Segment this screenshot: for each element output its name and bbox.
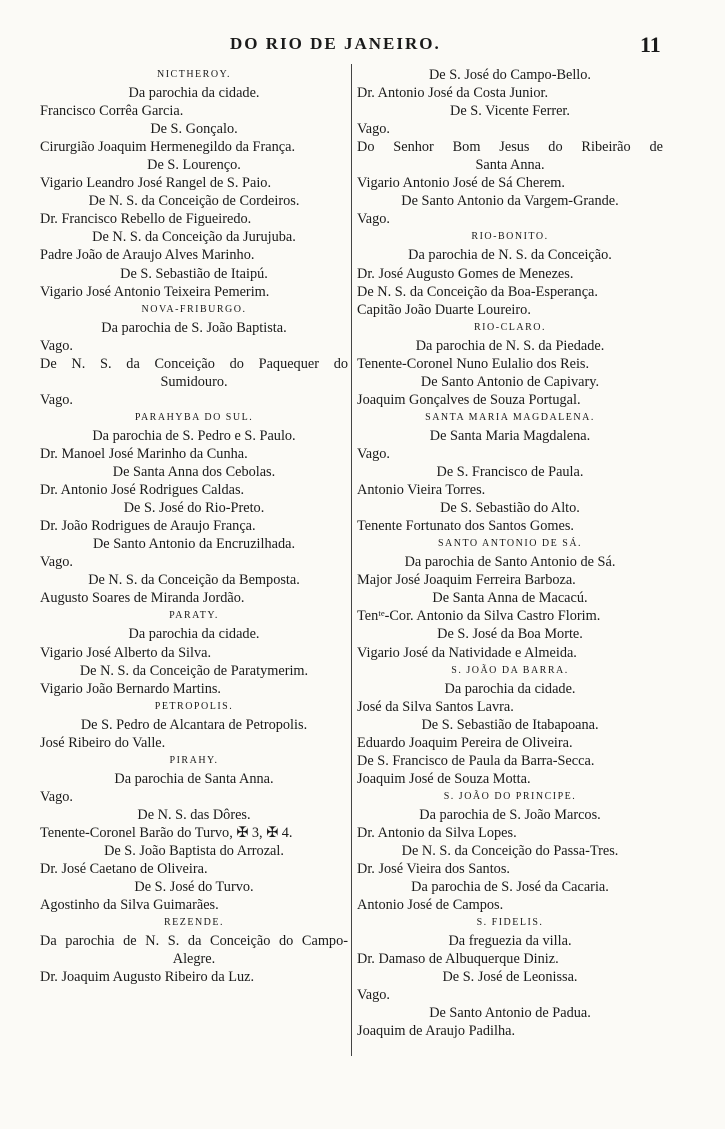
parish-line: De Santa Maria Magdalena. bbox=[429, 427, 591, 444]
section-heading: PIRAHY. bbox=[169, 754, 219, 766]
parish-line: De S. José de Leonissa. bbox=[442, 969, 578, 986]
incumbent-line: Agostinho da Silva Guimarães. bbox=[40, 897, 219, 914]
incumbent-line: Vago. bbox=[357, 987, 390, 1004]
incumbent-line: Vigario Antonio José de Sá Cherem. bbox=[357, 175, 566, 192]
parish-line: Da parochia de N. S. da Piedade. bbox=[415, 337, 605, 354]
incumbent-line: Vigario José da Natividade e Almeida. bbox=[357, 644, 577, 661]
incumbent-line: Dr. José Caetano de Oliveira. bbox=[40, 861, 208, 878]
parish-line: De N. S. da Conceição da Jurujuba. bbox=[92, 229, 296, 246]
incumbent-line: Dr. José Augusto Gomes de Menezes. bbox=[357, 265, 574, 282]
section-heading: PETROPOLIS. bbox=[154, 700, 234, 712]
parish-line: Da freguezia da villa. bbox=[448, 933, 572, 950]
incumbent-line: Vago. bbox=[40, 391, 73, 408]
parish-line: Da parochia de Santo Antonio de Sá. bbox=[404, 554, 616, 571]
section-heading: REZENDE. bbox=[163, 917, 225, 929]
parish-line: Da parochia de Santa Anna. bbox=[114, 770, 274, 787]
parish-line bbox=[40, 932, 348, 968]
parish-line: Da parochia de S. João Marcos. bbox=[419, 806, 601, 823]
left-column bbox=[40, 66, 348, 986]
running-title: DO RIO DE JANEIRO. bbox=[230, 34, 441, 53]
incumbent-line: José da Silva Santos Lavra. bbox=[357, 698, 514, 715]
incumbent-line: Dr. Manoel José Marinho da Cunha. bbox=[40, 445, 248, 462]
parish-line-continuation: Santa Anna. bbox=[475, 157, 545, 174]
parish-line: De S. José do Turvo. bbox=[134, 879, 254, 896]
parish-line: De Santa Anna de Macacú. bbox=[432, 590, 588, 607]
incumbent-line: Antonio José de Campos. bbox=[357, 897, 504, 914]
parish-line-first: De N. S. da Conceição do Paquequer do bbox=[40, 355, 348, 372]
incumbent-line: Joaquim José de Souza Motta. bbox=[357, 770, 531, 787]
section-heading: SANTA MARIA MAGDALENA. bbox=[425, 411, 595, 423]
incumbent-line: De N. S. da Conceição da Boa-Esperança. bbox=[357, 283, 598, 300]
incumbent-line: Padre João de Araujo Alves Marinho. bbox=[40, 247, 255, 264]
parish-line: De S. Francisco de Paula. bbox=[436, 464, 584, 481]
incumbent-line: Tenente Fortunato dos Santos Gomes. bbox=[357, 518, 575, 535]
parish-line: Da parochia da cidade. bbox=[444, 680, 576, 697]
parish-line-continuation: Alegre. bbox=[172, 951, 216, 968]
incumbent-line: Dr. Antonio José Rodrigues Caldas. bbox=[40, 482, 245, 499]
section-heading: PARATY. bbox=[169, 610, 219, 622]
incumbent-line: Dr. José Vieira dos Santos. bbox=[357, 861, 510, 878]
incumbent-line: Tenente-Coronel Barão do Turvo, ✠ 3, ✠ 4. bbox=[40, 824, 293, 841]
incumbent-line: Major José Joaquim Ferreira Barboza. bbox=[357, 572, 576, 589]
parish-line: De S. Sebastião de Itaipú. bbox=[120, 265, 268, 282]
section-heading: PARAHYBA DO SUL. bbox=[134, 411, 254, 423]
incumbent-line: Dr. Antonio da Silva Lopes. bbox=[357, 824, 517, 841]
incumbent-line: Joaquim Gonçalves de Souza Portugal. bbox=[357, 391, 581, 408]
incumbent-line: Tenᵗᵉ-Cor. Antonio da Silva Castro Florim. bbox=[357, 608, 601, 625]
parish-line: De S. Vicente Ferrer. bbox=[450, 103, 570, 120]
parish-line-first: Da parochia de N. S. da Conceição do Campo- bbox=[40, 933, 348, 950]
parish-line: De Santo Antonio de Capivary. bbox=[420, 373, 600, 390]
parish-line: Da parochia de S. José da Cacaria. bbox=[411, 879, 609, 896]
section-heading: SANTO ANTONIO DE SÁ. bbox=[437, 538, 583, 550]
incumbent-line: Tenente-Coronel Nuno Eulalio dos Reis. bbox=[357, 355, 590, 372]
incumbent-line: Cirurgião Joaquim Hermenegildo da França. bbox=[40, 139, 296, 156]
incumbent-line: Vago. bbox=[357, 445, 390, 462]
section-heading: NICTHEROY. bbox=[157, 69, 231, 80]
incumbent-line: Capitão João Duarte Loureiro. bbox=[357, 301, 531, 318]
parish-line: De Santo Antonio da Encruzilhada. bbox=[92, 536, 296, 553]
incumbent-line: Francisco Corrêa Garcia. bbox=[40, 103, 184, 120]
parish-line-first: Do Senhor Bom Jesus do Ribeirão de bbox=[357, 139, 663, 156]
parish-line bbox=[40, 355, 348, 391]
parish-line: De S. José do Campo-Bello. bbox=[428, 67, 592, 83]
column-divider bbox=[351, 64, 352, 1056]
parish-line-continuation: Sumidouro. bbox=[160, 373, 228, 390]
parish-line: De S. Gonçalo. bbox=[150, 121, 238, 138]
right-column bbox=[357, 66, 663, 1041]
incumbent-line: Vago. bbox=[40, 554, 73, 571]
incumbent-line: Dr. Francisco Rebello de Figueiredo. bbox=[40, 211, 252, 228]
parish-line: Da parochia de S. João Baptista. bbox=[101, 319, 287, 336]
parish-line: De S. João Baptista do Arrozal. bbox=[104, 843, 284, 860]
incumbent-line: Dr. Damaso de Albuquerque Diniz. bbox=[357, 951, 559, 968]
incumbent-line: Eduardo Joaquim Pereira de Oliveira. bbox=[357, 734, 573, 751]
section-heading: S. FIDELIS. bbox=[476, 917, 544, 929]
incumbent-line: Vago. bbox=[357, 211, 390, 228]
incumbent-line: Dr. Antonio José da Costa Junior. bbox=[357, 85, 549, 102]
parish-line: De Santa Anna dos Cebolas. bbox=[112, 464, 276, 481]
incumbent-line: Vago. bbox=[40, 337, 73, 354]
parish-line: De N. S. da Conceição de Cordeiros. bbox=[88, 193, 300, 210]
incumbent-line: Antonio Vieira Torres. bbox=[357, 482, 486, 499]
section-heading: NOVA-FRIBURGO. bbox=[141, 303, 247, 315]
incumbent-line: Vigario Leandro José Rangel de S. Paio. bbox=[40, 175, 272, 192]
incumbent-line: Vigario José Alberto da Silva. bbox=[40, 644, 212, 661]
incumbent-line: Vigario João Bernardo Martins. bbox=[40, 680, 221, 697]
parish-line: De S. Sebastião de Itabapoana. bbox=[421, 716, 599, 733]
section-heading: RIO-BONITO. bbox=[471, 231, 549, 243]
parish-line: De N. S. da Conceição de Paratymerim. bbox=[79, 662, 309, 679]
parish-line: De Santo Antonio da Vargem-Grande. bbox=[401, 193, 619, 210]
incumbent-line: Augusto Soares de Miranda Jordão. bbox=[40, 590, 245, 607]
incumbent-line: Dr. João Rodrigues de Araujo França. bbox=[40, 518, 256, 535]
incumbent-line: De S. Francisco de Paula da Barra-Secca. bbox=[357, 752, 595, 769]
parish-line bbox=[357, 138, 663, 174]
incumbent-line: Vigario José Antonio Teixeira Pemerim. bbox=[40, 283, 270, 300]
section-heading: S. JOÃO DA BARRA. bbox=[451, 664, 569, 676]
parish-line: Da parochia da cidade. bbox=[128, 85, 260, 102]
parish-line: De S. José da Boa Morte. bbox=[437, 626, 583, 643]
incumbent-line: Dr. Joaquim Augusto Ribeiro da Luz. bbox=[40, 969, 255, 986]
parish-line: Da parochia da cidade. bbox=[128, 626, 260, 643]
page-number: 11 bbox=[640, 32, 661, 57]
section-heading: RIO-CLARO. bbox=[474, 321, 546, 333]
page-header bbox=[0, 32, 725, 60]
parish-line: De N. S. das Dôres. bbox=[137, 806, 251, 823]
parish-line: Da parochia de S. Pedro e S. Paulo. bbox=[92, 427, 296, 444]
section-heading: S. JOÃO DO PRINCIPE. bbox=[443, 790, 577, 802]
parish-line: De S. Sebastião do Alto. bbox=[440, 500, 580, 517]
parish-line: De S. Pedro de Alcantara de Petropolis. bbox=[80, 716, 308, 733]
parish-line: De S. José do Rio-Preto. bbox=[123, 500, 265, 517]
parish-line: De N. S. da Conceição da Bemposta. bbox=[88, 572, 300, 589]
incumbent-line: José Ribeiro do Valle. bbox=[40, 734, 166, 751]
incumbent-line: Vago. bbox=[357, 121, 390, 138]
parish-line: De Santo Antonio de Padua. bbox=[429, 1005, 591, 1022]
incumbent-line: Joaquim de Araujo Padilha. bbox=[357, 1023, 516, 1040]
incumbent-line: Vago. bbox=[40, 788, 73, 805]
parish-line: Da parochia de N. S. da Conceição. bbox=[408, 247, 612, 264]
parish-line: De N. S. da Conceição do Passa-Tres. bbox=[401, 843, 619, 860]
parish-line: De S. Lourenço. bbox=[147, 157, 241, 174]
